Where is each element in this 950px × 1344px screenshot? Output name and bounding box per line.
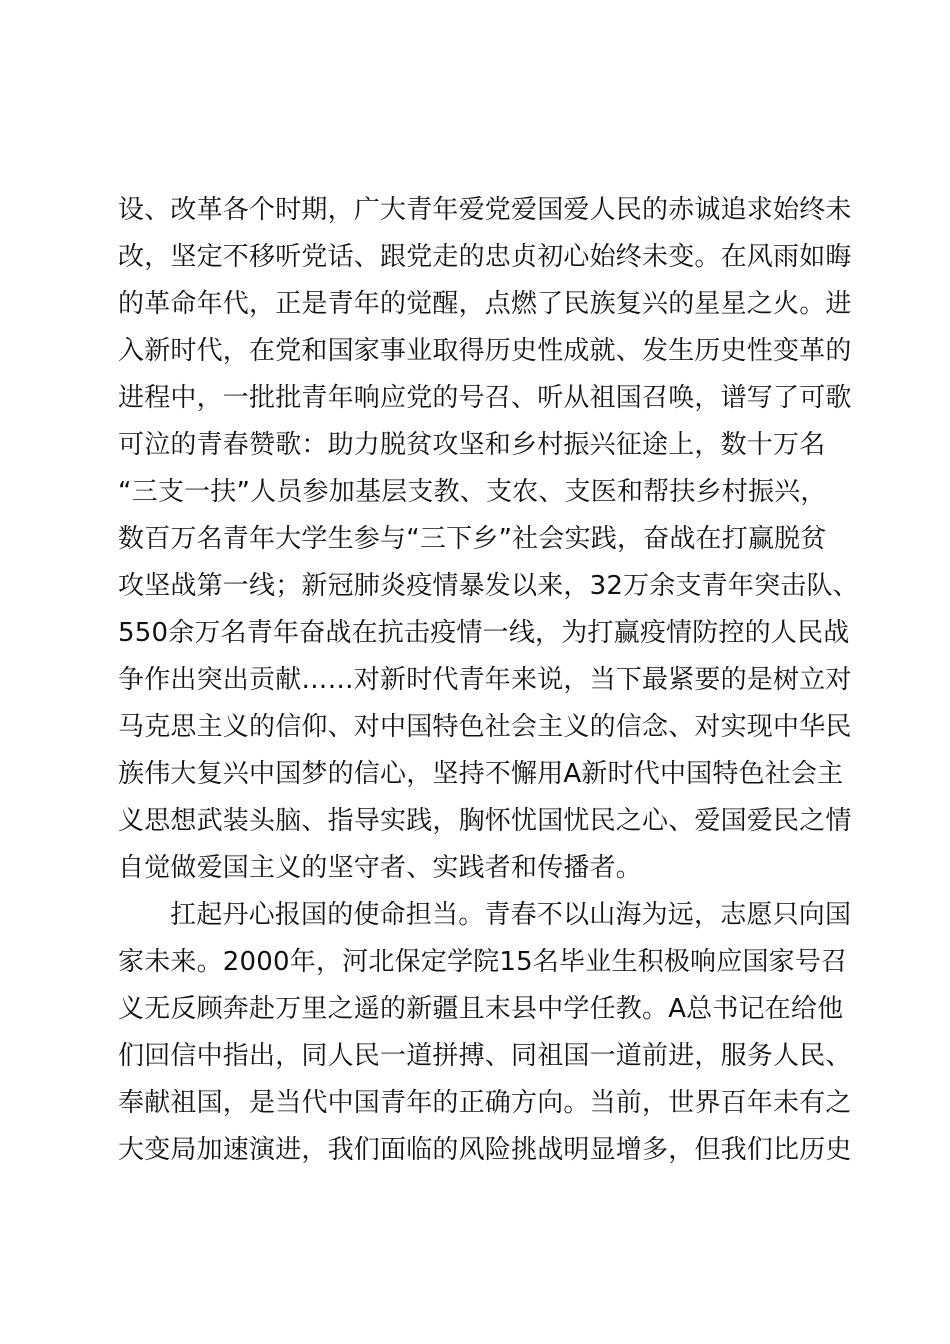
text-line: 们回信中指出，同人民一道拼搏、同祖国一道前进，服务人民、 bbox=[118, 1041, 852, 1071]
text-line: 的革命年代，正是青年的觉醒，点燃了民族复兴的星星之火。进 bbox=[118, 289, 852, 319]
text-line: 争作出突出贡献……对新时代青年来说，当下最紧要的是树立对 bbox=[118, 665, 852, 695]
text-line: 自觉做爱国主义的坚守者、实践者和传播者。 bbox=[118, 853, 643, 883]
text-line: 设、改革各个时期，广大青年爱党爱国爱人民的赤诚追求始终未 bbox=[118, 195, 852, 225]
text-line: 数百万名青年大学生参与“三下乡”社会实践，奋战在打赢脱贫 bbox=[118, 524, 827, 554]
text-line: 义无反顾奔赴万里之遥的新疆且末县中学任教。A总书记在给他 bbox=[118, 994, 844, 1024]
body-text bbox=[118, 187, 859, 1174]
text-line: 家未来。2000年，河北保定学院15名毕业生积极响应国家号召 bbox=[118, 947, 848, 977]
text-line: 义思想武装头脑、指导实践，胸怀忧国忧民之心、爱国爱民之情 bbox=[118, 806, 852, 836]
text-line: 族伟大复兴中国梦的信心，坚持不懈用A新时代中国特色社会主 bbox=[118, 759, 844, 789]
text-line: 改，坚定不移听党话、跟党走的忠贞初心始终未变。在风雨如晦 bbox=[118, 242, 852, 272]
text-line: 攻坚战第一线；新冠肺炎疫情暴发以来，32万余支青年突击队、 bbox=[118, 571, 859, 601]
text-line: 入新时代，在党和国家事业取得历史性成就、发生历史性变革的 bbox=[118, 336, 852, 366]
text-line: 奉献祖国，是当代中国青年的正确方向。当前，世界百年未有之 bbox=[118, 1088, 852, 1118]
text-line: 大变局加速演进，我们面临的风险挑战明显增多，但我们比历史 bbox=[118, 1135, 852, 1165]
text-line: “三支一扶”人员参加基层支教、支农、支医和帮扶乡村振兴， bbox=[118, 477, 827, 507]
text-line: 马克思主义的信仰、对中国特色社会主义的信念、对实现中华民 bbox=[118, 712, 852, 742]
text-line: 550余万名青年奋战在抗击疫情一线，为打赢疫情防控的人民战 bbox=[118, 618, 850, 648]
text-line: 可泣的青春赞歌：助力脱贫攻坚和乡村振兴征途上，数十万名 bbox=[118, 430, 826, 460]
paragraph-first-line: 扛起丹心报国的使命担当。青春不以山海为远，志愿只向国 bbox=[170, 900, 852, 930]
text-line: 进程中，一批批青年响应党的号召、听从祖国召唤，谱写了可歌 bbox=[118, 383, 852, 413]
